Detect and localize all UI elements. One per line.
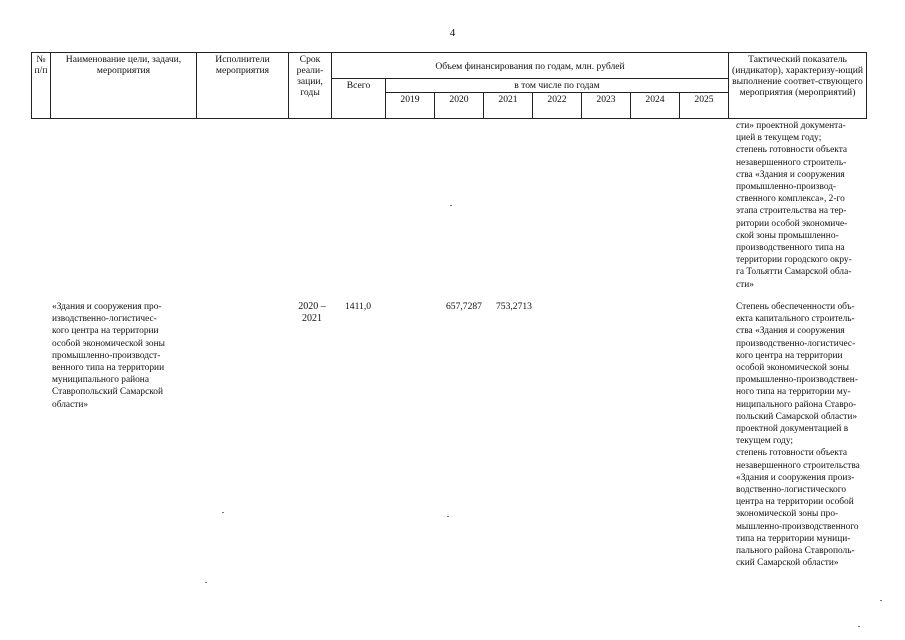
scan-speck (205, 582, 207, 583)
row1-indicator: сти» проектной документа- цией в текущем году; степень готовности объекта незавершенного строитель- ства «Здания и сооружения промышленно-производ- ственного комплекса», 2-го этапа строительства на тер- ритории особой экономиче- ской зоны промышленно- производственного типа на территории городского окру- га Тольятти Самарской обла- сти» (736, 121, 852, 290)
header-term: Срок реали-зации, годы (289, 53, 332, 119)
header-year-2023: 2023 (582, 93, 631, 119)
table-header (31, 52, 867, 119)
header-indicator: Тактический показатель (индикатор), характеризу-ющий выполнение соответ-ствующего мероприятия (мероприятий) (729, 53, 867, 119)
row2-total: 1411,0 (345, 301, 372, 312)
header-funding: Объем финансирования по годам, млн. рублей (332, 53, 729, 79)
row2-2021: 753,2713 (496, 301, 532, 312)
scan-speck (222, 512, 224, 513)
scan-speck (880, 600, 882, 601)
header-year-2024: 2024 (631, 93, 680, 119)
header-year-2022: 2022 (533, 93, 582, 119)
scan-speck (447, 516, 449, 517)
header-by-years: в том числе по годам (386, 79, 729, 93)
row2-2020: 657,7287 (446, 301, 482, 312)
header-executors: Исполнители мероприятия (197, 53, 289, 119)
header-year-2021: 2021 (484, 93, 533, 119)
scan-speck (450, 205, 452, 206)
header-year-2025: 2025 (680, 93, 729, 119)
scan-speck (858, 626, 860, 627)
header-year-2020: 2020 (435, 93, 484, 119)
header-year-2019: 2019 (386, 93, 435, 119)
row2-term: 2020 – 2021 (298, 301, 326, 325)
header-name: Наименование цели, задачи, мероприятия (51, 53, 197, 119)
header-num: № п/п (32, 53, 51, 119)
row2-indicator: Степень обеспеченности объ- екта капитального строитель- ства «Здания и сооружения производственно-логистичес- кого центра на территории особой экономической зоны промышленно-производствен- ного типа на территории му- ниципального района Ставро- польский Самарской области» проектной документацией в текущем году; степень готовности объекта незавершенного строительства «Здания и сооружения произ- водственно-логистического центра на территории особой экономической зоны про- мышленно-производственного типа на территории муници- пального района Ставрополь- ский Самарской области» (736, 302, 860, 569)
header-total: Всего (332, 79, 386, 119)
page-number: 4 (449, 27, 456, 39)
row2-name: «Здания и сооружения про- изводственно-логистичес- кого центра на территории особой экономической зоны промышленно-производст- венного типа на территории муниципального района Ставропольский Самарской области» (52, 302, 165, 410)
